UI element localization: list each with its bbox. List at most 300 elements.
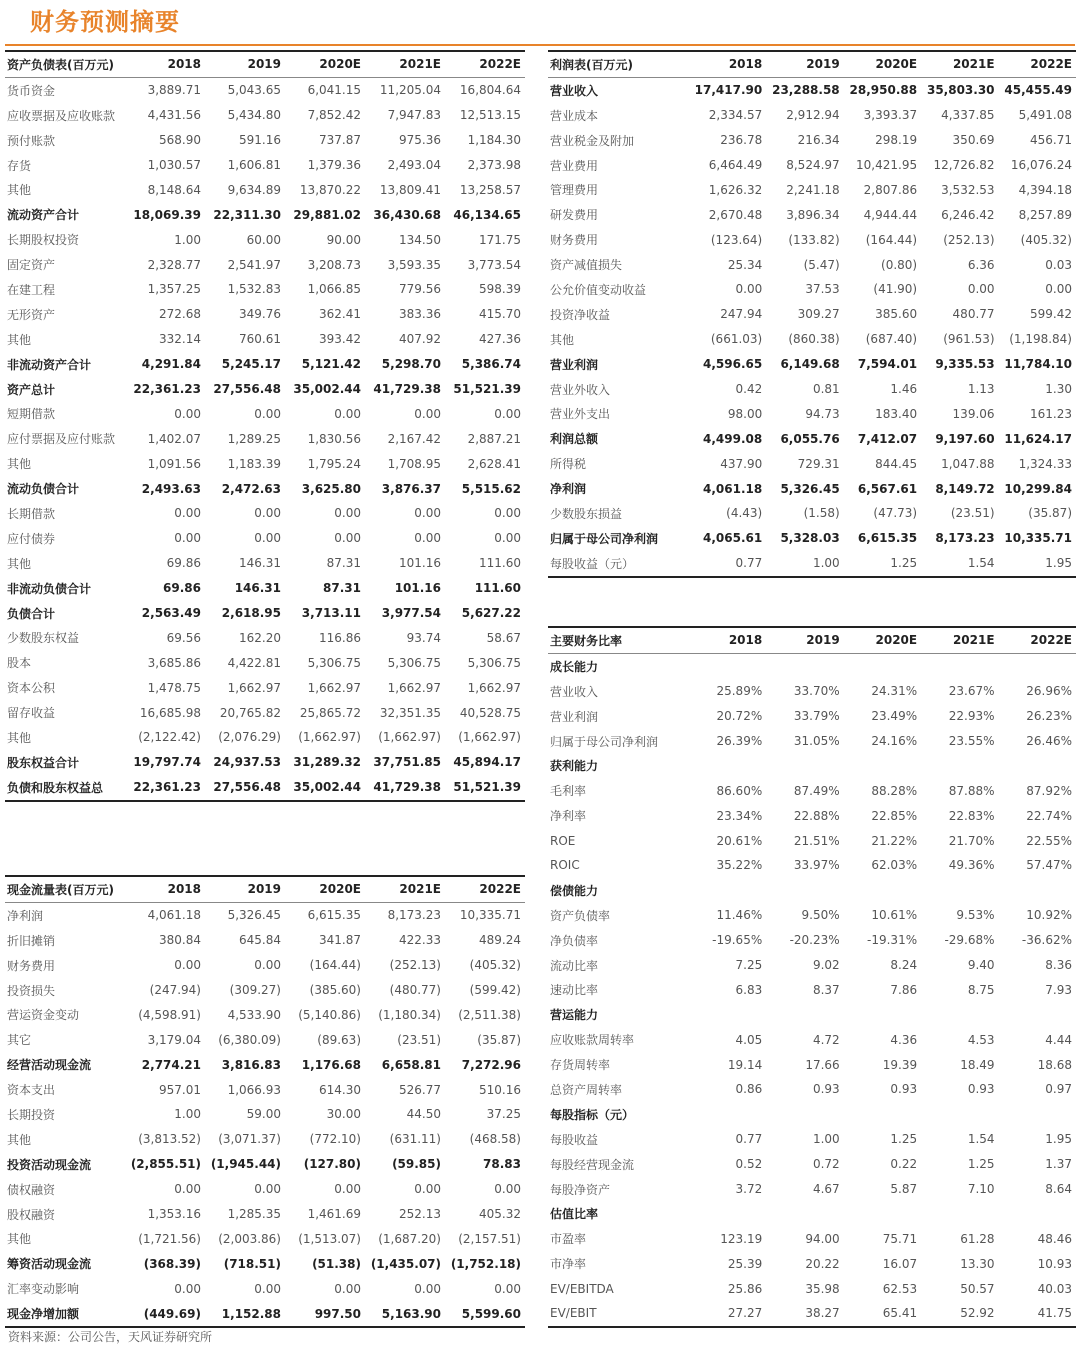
table-row: [5, 1077, 525, 1102]
table-row: [5, 551, 525, 576]
cell-value: 393.42: [319, 332, 361, 347]
cell-value: (35.87): [477, 1032, 521, 1047]
table-row: [5, 775, 525, 801]
cell-value: (2,855.51): [130, 1157, 201, 1172]
cash-flow-table: [5, 875, 525, 1328]
row-label: 其他: [7, 183, 32, 198]
cell-value: 1,662.97: [387, 680, 441, 695]
cell-value: 5,121.42: [301, 357, 361, 372]
cell-value: 37.25: [486, 1107, 521, 1122]
cell-value: (1,513.07): [298, 1231, 361, 1246]
cell-value: 19.39: [882, 1057, 918, 1072]
cell-value: 7.86: [890, 982, 918, 997]
row-label: 净负债率: [550, 933, 599, 948]
row-label: 负债合计: [7, 606, 56, 621]
cell-value: (468.58): [469, 1132, 521, 1147]
cell-value: 5,326.45: [780, 481, 840, 496]
cell-value: 3,889.71: [147, 83, 201, 98]
row-label: 资本公积: [7, 681, 56, 696]
cell-value: 20.22: [805, 1256, 840, 1271]
table-row: [548, 977, 1076, 1002]
cell-value: 526.77: [399, 1082, 441, 1097]
row-label: 营业收入: [550, 684, 599, 699]
cell-value: 4,944.44: [863, 207, 918, 222]
cell-value: 1,461.69: [307, 1207, 361, 1222]
cell-value: 0.00: [494, 406, 521, 421]
cell-value: 3,593.35: [387, 257, 441, 272]
cell-value: 0.00: [334, 1182, 361, 1197]
cell-value: (1,180.34): [378, 1007, 441, 1022]
cell-value: [844, 1002, 921, 1027]
cell-value: 60.00: [246, 232, 281, 247]
cell-value: 16,804.64: [459, 83, 521, 98]
page-title: 财务预测摘要: [30, 8, 180, 36]
balance-sheet-table: [5, 50, 525, 802]
table-row: [5, 401, 525, 426]
table-header-row: [548, 627, 1076, 653]
table-row: [548, 451, 1076, 476]
cell-value: 1,532.83: [227, 282, 281, 297]
cell-value: 31,289.32: [293, 755, 361, 770]
cell-value: 28,950.88: [849, 83, 918, 98]
table-row: [5, 1276, 525, 1301]
cell-value: [766, 653, 843, 678]
cell-value: 25.89%: [716, 684, 763, 699]
cell-value: 1,047.88: [941, 456, 995, 471]
cell-value: 1,708.95: [387, 456, 441, 471]
cell-value: (0.80): [881, 257, 918, 272]
cell-value: [999, 1201, 1076, 1226]
table-row: [5, 77, 525, 102]
cell-value: 1.00: [174, 1107, 201, 1122]
cell-value: 9.53%: [956, 908, 995, 923]
column-header: 2021E: [365, 51, 445, 77]
table-row: [5, 1251, 525, 1276]
row-label: 汇率变动影响: [7, 1282, 80, 1297]
cell-value: 0.00: [967, 282, 995, 297]
row-label: 营业费用: [550, 158, 599, 173]
section-heading-row: [548, 1201, 1076, 1226]
row-label: 其他: [7, 1132, 32, 1147]
cell-value: 1.37: [1045, 1157, 1072, 1172]
cell-value: 1.54: [921, 551, 998, 577]
cell-value: 7,947.83: [387, 108, 441, 123]
cell-value: (127.80): [303, 1157, 361, 1172]
row-label: 债权融资: [7, 1182, 56, 1197]
cell-value: 0.00: [254, 531, 281, 546]
column-header: 2019: [205, 876, 285, 902]
cell-value: 65.41: [844, 1301, 921, 1327]
row-label: 净利润: [550, 482, 587, 497]
row-label: 长期投资: [7, 1107, 56, 1122]
row-label: 筹资活动现金流: [7, 1257, 92, 1272]
cell-value: 362.41: [319, 307, 361, 322]
cell-value: 0.93: [967, 1082, 995, 1097]
cell-value: 350.69: [952, 133, 995, 148]
cell-value: 22,361.23: [125, 775, 205, 801]
row-label: 存货周转率: [550, 1058, 611, 1073]
cell-value: 0.00: [334, 1281, 361, 1296]
cell-value: -20.23%: [789, 933, 840, 948]
cell-value: 146.31: [239, 556, 281, 571]
cell-value: 2,493.63: [141, 481, 201, 496]
column-header: 2022E: [999, 627, 1076, 653]
cell-value: 37,751.85: [373, 755, 441, 770]
cell-value: 23.49%: [871, 709, 918, 724]
cell-value: 21.70%: [948, 833, 995, 848]
row-label: 净利率: [550, 809, 587, 824]
cell-value: 35.22%: [716, 858, 763, 873]
table-title: 主要财务比率: [548, 627, 689, 653]
cell-value: 456.71: [1030, 133, 1072, 148]
cell-value: 760.61: [239, 332, 281, 347]
cell-value: [844, 1102, 921, 1127]
cell-value: 8.75: [967, 982, 995, 997]
cell-value: (309.27): [229, 983, 281, 997]
table-row: [548, 327, 1076, 352]
cell-value: (480.77): [389, 983, 441, 997]
cell-value: 1,324.33: [1018, 456, 1072, 471]
cell-value: 1,152.88: [205, 1301, 285, 1327]
table-row: [5, 1127, 525, 1152]
cell-value: 0.00: [334, 406, 361, 421]
cell-value: (599.42): [469, 983, 521, 997]
column-header: 2018: [125, 876, 205, 902]
column-header: 2019: [205, 51, 285, 77]
cell-value: 3,896.34: [786, 207, 840, 222]
table-row: [5, 1002, 525, 1027]
cell-value: 78.83: [483, 1157, 521, 1172]
cell-value: 22.83%: [948, 808, 995, 823]
cell-value: (3,071.37): [218, 1132, 281, 1147]
cell-value: 1,662.97: [227, 680, 281, 695]
cell-value: 134.50: [399, 232, 441, 247]
cell-value: 90.00: [326, 232, 361, 247]
cell-value: 6,149.68: [780, 357, 840, 372]
cell-value: 2,563.49: [141, 606, 201, 621]
cell-value: 272.68: [159, 307, 201, 322]
cell-value: 69.56: [166, 630, 201, 645]
table-row: [548, 953, 1076, 978]
row-label: ROE: [550, 833, 576, 848]
cell-value: 20.61%: [716, 833, 763, 848]
cell-value: 27,556.48: [205, 775, 285, 801]
row-label: 营业收入: [550, 83, 599, 98]
cell-value: 6,615.35: [857, 531, 918, 546]
cell-value: (41.90): [873, 282, 918, 297]
cell-value: 25,865.72: [299, 705, 361, 720]
row-label: 每股经营现金流: [550, 1157, 635, 1172]
cell-value: 3,179.04: [147, 1032, 201, 1047]
cell-value: 0.93: [812, 1082, 840, 1097]
cell-value: 51,521.39: [445, 775, 525, 801]
cell-value: 10,335.71: [459, 908, 521, 923]
cell-value: 16,685.98: [139, 705, 201, 720]
table-row: [548, 1027, 1076, 1052]
table-row: [5, 953, 525, 978]
row-label: 每股净资产: [550, 1182, 611, 1197]
row-label: 营业税金及附加: [550, 133, 635, 148]
cell-value: [689, 1201, 766, 1226]
cell-value: (1,662.97): [458, 730, 521, 745]
table-row: [548, 1152, 1076, 1177]
cell-value: (35.87): [1028, 506, 1072, 521]
section-heading-row: [548, 1002, 1076, 1027]
cell-value: 18.49: [960, 1057, 995, 1072]
cell-value: 146.31: [234, 581, 281, 596]
cell-value: [921, 1002, 998, 1027]
cell-value: 4,061.18: [703, 481, 763, 496]
cell-value: 2,774.21: [141, 1057, 201, 1072]
row-label: 其他: [7, 730, 32, 745]
cell-value: 0.00: [494, 1281, 521, 1296]
cell-value: 6.83: [735, 982, 763, 997]
cell-value: 101.16: [394, 581, 441, 596]
row-label: 应收票据及应收账款: [7, 108, 116, 123]
cell-value: 16,076.24: [1010, 158, 1072, 172]
cell-value: 5,599.60: [445, 1301, 525, 1327]
cell-value: 0.00: [174, 506, 201, 521]
row-label: 流动比率: [550, 958, 599, 973]
cell-value: 0.22: [890, 1157, 918, 1172]
cell-value: (247.94): [149, 983, 201, 997]
cell-value: 480.77: [952, 307, 995, 322]
cell-value: 4,499.08: [703, 431, 763, 446]
table-row: [5, 202, 525, 227]
column-header: 2022E: [445, 51, 525, 77]
table-row: [5, 1052, 525, 1077]
cell-value: (631.11): [389, 1132, 441, 1147]
cell-value: 3,685.86: [147, 655, 201, 670]
cell-value: 2,628.41: [467, 456, 521, 471]
table-header-row: [5, 876, 525, 902]
cell-value: 1,285.35: [227, 1207, 281, 1222]
cell-value: (1,662.97): [378, 730, 441, 745]
row-label: ROIC: [550, 858, 580, 873]
cell-value: [999, 878, 1076, 903]
cell-value: 5,328.03: [780, 531, 840, 546]
cell-value: 844.45: [875, 456, 918, 471]
table-row: [548, 302, 1076, 327]
cell-value: (772.10): [309, 1132, 361, 1147]
table-row: [548, 1127, 1076, 1152]
cell-value: 5,386.74: [461, 357, 521, 372]
cell-value: 6.36: [967, 257, 995, 272]
cell-value: 24.16%: [871, 734, 918, 748]
cell-value: 7.25: [735, 958, 763, 973]
column-header: 2018: [689, 627, 766, 653]
cell-value: 17.66: [805, 1057, 840, 1072]
cell-value: 8,257.89: [1018, 207, 1072, 222]
cell-value: 7,412.07: [857, 431, 918, 446]
cell-value: 51,521.39: [453, 382, 521, 397]
cell-value: 5,306.75: [387, 655, 441, 670]
cell-value: 1.95: [1045, 1132, 1072, 1147]
cell-value: [999, 1002, 1076, 1027]
cell-value: 4,337.85: [941, 108, 995, 123]
cell-value: 49.36%: [948, 858, 995, 873]
table-row: [548, 1077, 1076, 1102]
row-label: 投资活动现金流: [7, 1157, 92, 1172]
row-label: 所得税: [550, 457, 587, 472]
row-label: 应付债券: [7, 531, 56, 546]
cell-value: 4,065.61: [703, 531, 763, 546]
cell-value: 45,455.49: [1004, 83, 1072, 98]
row-label: 流动资产合计: [7, 208, 80, 223]
cell-value: 9,197.60: [935, 431, 995, 446]
cell-value: 9.40: [967, 958, 995, 973]
section-heading-row: [548, 753, 1076, 778]
cell-value: [844, 753, 921, 778]
cell-value: (405.32): [1020, 232, 1072, 247]
table-row: [548, 426, 1076, 451]
row-label: 管理费用: [550, 183, 599, 198]
cell-value: (123.64): [710, 232, 763, 247]
cell-value: 5,627.22: [461, 606, 521, 621]
row-label: 预付账款: [7, 133, 56, 148]
cell-value: 0.00: [494, 531, 521, 546]
cell-value: 26.39%: [716, 734, 763, 748]
table-row: [5, 177, 525, 202]
cell-value: 8,148.64: [147, 182, 201, 197]
table-row: [5, 750, 525, 775]
cell-value: 11,624.17: [1004, 431, 1072, 446]
row-label: 每股收益（元）: [548, 551, 689, 577]
cell-value: [844, 878, 921, 903]
cell-value: (2,003.86): [218, 1231, 281, 1246]
column-header: 2020E: [844, 627, 921, 653]
table-row: [5, 1202, 525, 1227]
cell-value: 5,245.17: [221, 357, 281, 372]
cell-value: 1.95: [999, 551, 1076, 577]
cell-value: 0.00: [735, 282, 763, 297]
row-label: 短期借款: [7, 407, 56, 422]
cell-value: 415.70: [479, 307, 521, 322]
cell-value: 2,328.77: [147, 257, 201, 272]
column-header: 2018: [689, 51, 766, 77]
cell-value: 22.85%: [871, 808, 918, 823]
cell-value: 1,066.93: [227, 1082, 281, 1097]
cell-value: 20.72%: [716, 709, 763, 724]
table-row: [548, 1251, 1076, 1276]
cell-value: 957.01: [159, 1082, 201, 1097]
row-label: 投资净收益: [550, 307, 611, 322]
cell-value: 13.30: [960, 1256, 995, 1271]
cell-value: 6,041.15: [307, 83, 361, 98]
cell-value: 1,606.81: [227, 158, 281, 172]
row-label: EV/EBIT: [548, 1301, 689, 1327]
cell-value: 0.00: [334, 506, 361, 521]
cell-value: 5,043.65: [227, 83, 281, 98]
table-row: [548, 501, 1076, 526]
row-label: 估值比率: [550, 1207, 599, 1222]
cell-value: [921, 878, 998, 903]
cell-value: 1,184.30: [467, 133, 521, 148]
cell-value: (3,813.52): [138, 1132, 201, 1147]
cell-value: 87.31: [323, 581, 361, 596]
table-title: 资产负债表(百万元): [5, 51, 125, 77]
cell-value: 11,205.04: [379, 83, 441, 98]
row-label: 归属于母公司净利润: [550, 531, 659, 546]
table-header-row: [5, 51, 525, 77]
cell-value: 29,881.02: [293, 207, 361, 222]
cell-value: 116.86: [319, 630, 361, 645]
cell-value: 0.86: [735, 1082, 763, 1097]
cell-value: 75.71: [882, 1231, 918, 1246]
cell-value: (2,122.42): [138, 730, 201, 745]
cell-value: (449.69): [125, 1301, 205, 1327]
cell-value: 25.39: [727, 1256, 763, 1271]
row-label: 营业外支出: [550, 407, 611, 422]
cell-value: 0.00: [174, 406, 201, 421]
cell-value: 4.72: [812, 1032, 840, 1047]
cell-value: 0.00: [254, 1281, 281, 1296]
cell-value: 11,784.10: [1004, 357, 1072, 372]
cell-value: [999, 753, 1076, 778]
cell-value: 1.00: [766, 551, 843, 577]
cell-value: 3,876.37: [381, 481, 441, 496]
cell-value: 3,532.53: [941, 182, 995, 197]
table-row: [5, 277, 525, 302]
column-header: 2020E: [285, 51, 365, 77]
cell-value: 22.93%: [948, 709, 995, 724]
cell-value: (687.40): [865, 332, 918, 347]
cell-value: 2,541.97: [227, 257, 281, 272]
cell-value: (164.44): [309, 958, 361, 973]
row-label: 公允价值变动收益: [550, 282, 647, 297]
column-header: 2019: [766, 627, 843, 653]
cell-value: 510.16: [479, 1082, 521, 1097]
cell-value: (4,598.91): [138, 1007, 201, 1022]
cell-value: 0.93: [890, 1082, 918, 1097]
cell-value: [844, 1201, 921, 1226]
cell-value: 26.46%: [1026, 734, 1072, 748]
table-row: [548, 401, 1076, 426]
cell-value: 87.49%: [793, 783, 840, 798]
cell-value: 25.86: [727, 1281, 763, 1296]
source-note: 资料来源：公司公告，天风证券研究所: [8, 1330, 213, 1344]
table-row: [5, 128, 525, 153]
cell-value: 1,353.16: [147, 1207, 201, 1222]
table-row: [548, 476, 1076, 501]
cell-value: 5,491.08: [1018, 108, 1072, 123]
row-label: 获利能力: [550, 759, 599, 774]
cell-value: 31.05%: [793, 734, 840, 748]
section-heading-row: [548, 878, 1076, 903]
cell-value: 645.84: [239, 933, 281, 948]
cell-value: (6,380.09): [218, 1032, 281, 1047]
cell-value: 4,061.18: [147, 908, 201, 923]
column-header: 2018: [125, 51, 205, 77]
cell-value: 22.55%: [1026, 833, 1072, 848]
cell-value: 997.50: [285, 1301, 365, 1327]
cell-value: 62.03%: [871, 858, 918, 873]
cell-value: (718.51): [223, 1256, 281, 1271]
cell-value: 4,422.81: [227, 655, 281, 670]
cell-value: 0.00: [174, 1281, 201, 1296]
row-label: 在建工程: [7, 282, 56, 297]
cell-value: -36.62%: [1021, 933, 1072, 948]
cell-value: 69.86: [166, 556, 201, 571]
table-row: [5, 978, 525, 1003]
table-row: [5, 252, 525, 277]
cell-value: [766, 753, 843, 778]
cell-value: [999, 653, 1076, 678]
column-header: 2021E: [921, 627, 998, 653]
cell-value: 5,163.90: [365, 1301, 445, 1327]
table-title: 现金流量表(百万元): [5, 876, 125, 902]
row-label: 营业利润: [550, 357, 599, 372]
